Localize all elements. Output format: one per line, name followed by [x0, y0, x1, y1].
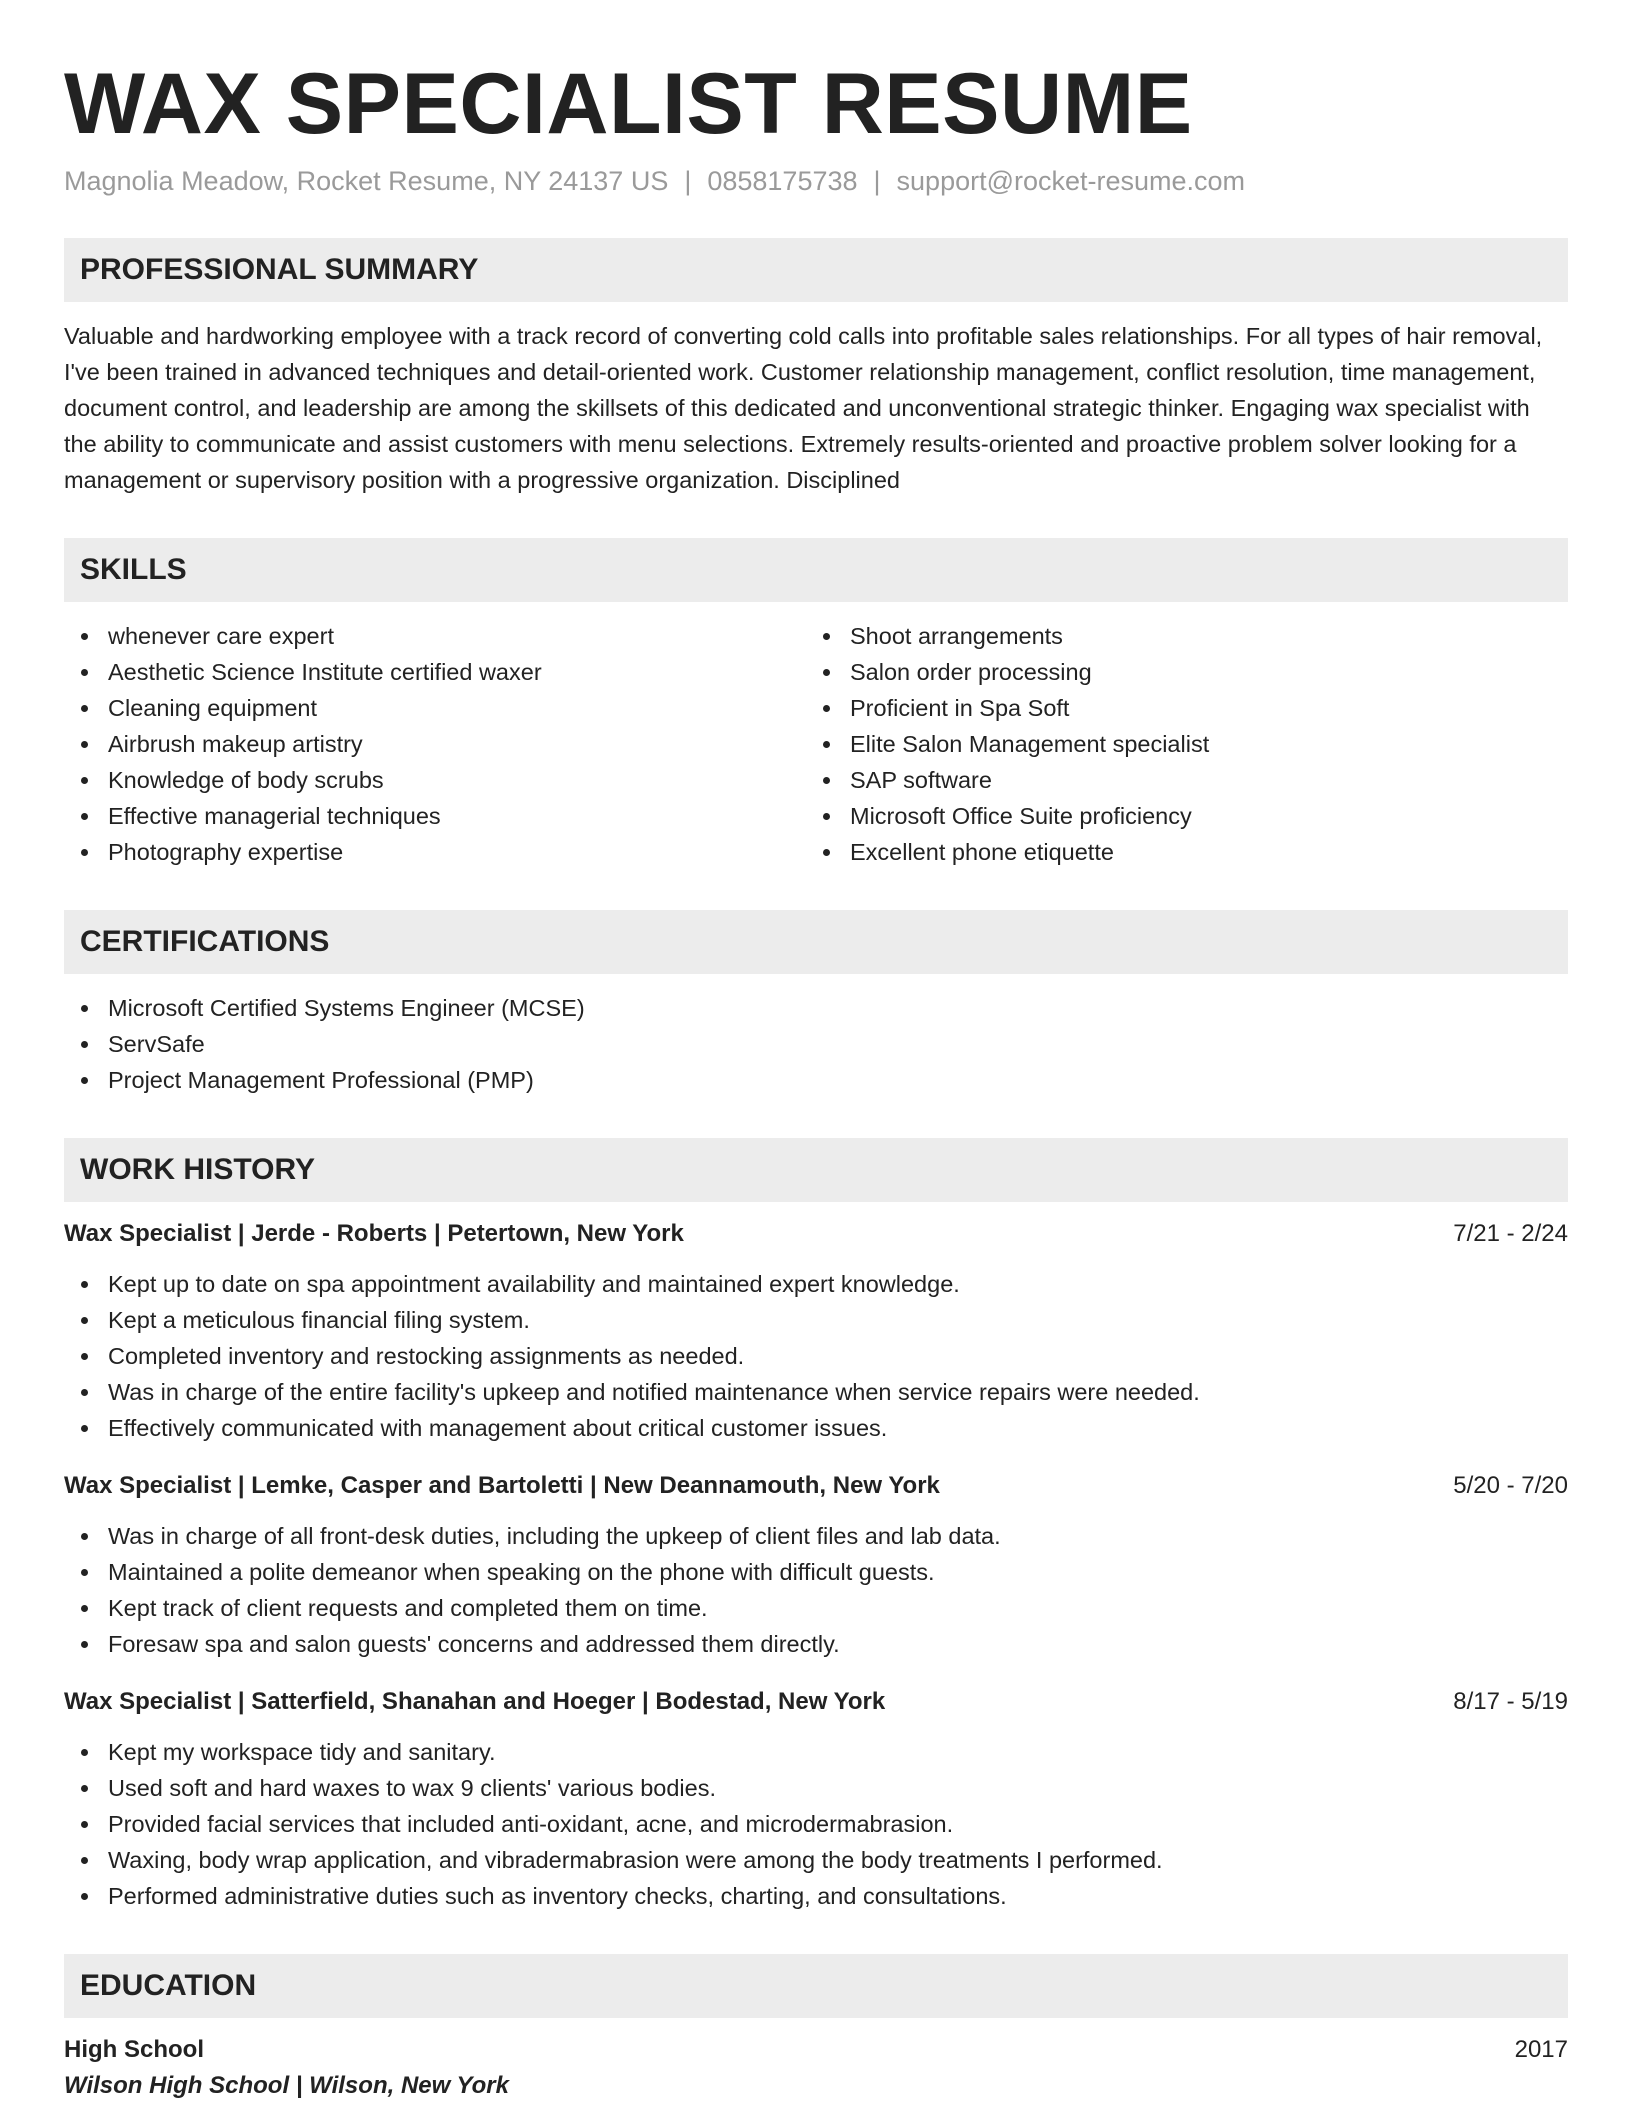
job-bullet: Was in charge of the entire facility's upkeep and notified maintenance when service repairs were needed.: [64, 1374, 1568, 1410]
job-bullet: Performed administrative duties such as inventory checks, charting, and consultations.: [64, 1878, 1568, 1914]
job-bullet: Kept a meticulous financial filing system.: [64, 1302, 1568, 1338]
skill-item: SAP software: [806, 762, 1548, 798]
section-header-summary: PROFESSIONAL SUMMARY: [64, 238, 1568, 302]
job-bullet: Kept track of client requests and completed them on time.: [64, 1590, 1568, 1626]
job-dates: 7/21 - 2/24: [1453, 1220, 1568, 1247]
contact-address: Magnolia Meadow, Rocket Resume, NY 24137 US: [64, 166, 669, 196]
job-bullet: Kept up to date on spa appointment availability and maintained expert knowledge.: [64, 1266, 1568, 1302]
skill-item: whenever care expert: [64, 618, 806, 654]
education-header: [64, 2032, 1568, 2068]
skills-list: [64, 618, 1568, 870]
contact-line: [64, 164, 1568, 198]
resume-page: [64, 0, 1568, 2104]
job-bullets: [64, 1266, 1568, 1446]
job-entry: [64, 1216, 1568, 1446]
skill-item: Excellent phone etiquette: [806, 834, 1548, 870]
job-bullets: [64, 1518, 1568, 1662]
skill-item: Salon order processing: [806, 654, 1548, 690]
resume-title: WAX SPECIALIST RESUME: [64, 56, 1193, 152]
job-bullet: Maintained a polite demeanor when speaking on the phone with difficult guests.: [64, 1554, 1568, 1590]
section-header-education: EDUCATION: [64, 1954, 1568, 2018]
job-title: Wax Specialist | Satterfield, Shanahan and Hoeger | Bodestad, New York: [64, 1688, 886, 1715]
skill-item: Effective managerial techniques: [64, 798, 806, 834]
job-dates: 8/17 - 5/19: [1453, 1688, 1568, 1715]
job-bullet: Waxing, body wrap application, and vibradermabrasion were among the body treatments I performed.: [64, 1842, 1568, 1878]
job-bullet: Completed inventory and restocking assignments as needed.: [64, 1338, 1568, 1374]
job-title: Wax Specialist | Jerde - Roberts | Petertown, New York: [64, 1220, 684, 1247]
skill-item: Cleaning equipment: [64, 690, 806, 726]
skill-item: Aesthetic Science Institute certified waxer: [64, 654, 806, 690]
education-entry: [64, 2032, 1568, 2104]
job-dates: 5/20 - 7/20: [1453, 1472, 1568, 1499]
job-bullet: Kept my workspace tidy and sanitary.: [64, 1734, 1568, 1770]
contact-phone: 0858175738: [707, 166, 858, 196]
job-bullets: [64, 1734, 1568, 1914]
skill-item: Photography expertise: [64, 834, 806, 870]
skill-item: Knowledge of body scrubs: [64, 762, 806, 798]
skills-column-right: [806, 618, 1548, 870]
job-title: Wax Specialist | Lemke, Casper and Bartoletti | New Deannamouth, New York: [64, 1472, 940, 1499]
job-entry: [64, 1468, 1568, 1662]
skill-item: Microsoft Office Suite proficiency: [806, 798, 1548, 834]
skills-column-left: [64, 618, 806, 870]
skill-item: Elite Salon Management specialist: [806, 726, 1548, 762]
job-bullet: Foresaw spa and salon guests' concerns and addressed them directly.: [64, 1626, 1568, 1662]
job-bullet: Effectively communicated with management about critical customer issues.: [64, 1410, 1568, 1446]
section-header-certifications: CERTIFICATIONS: [64, 910, 1568, 974]
certification-item: Project Management Professional (PMP): [64, 1062, 1568, 1098]
job-header: [64, 1216, 1568, 1252]
contact-separator: |: [873, 166, 881, 196]
contact-email: support@rocket-resume.com: [896, 166, 1246, 196]
skill-item: Proficient in Spa Soft: [806, 690, 1548, 726]
certification-item: ServSafe: [64, 1026, 1568, 1062]
job-bullet: Was in charge of all front-desk duties, including the upkeep of client files and lab data.: [64, 1518, 1568, 1554]
section-header-work-history: WORK HISTORY: [64, 1138, 1568, 1202]
education-year: 2017: [1514, 2036, 1568, 2063]
job-header: [64, 1684, 1568, 1720]
job-header: [64, 1468, 1568, 1504]
job-entry: [64, 1684, 1568, 1914]
skill-item: Airbrush makeup artistry: [64, 726, 806, 762]
certifications-list: [64, 990, 1568, 1098]
section-header-skills: SKILLS: [64, 538, 1568, 602]
skill-item: Shoot arrangements: [806, 618, 1548, 654]
certification-item: Microsoft Certified Systems Engineer (MCSE): [64, 990, 1568, 1026]
summary-text: Valuable and hardworking employee with a track record of converting cold calls into profitable sales relationships. For all types of hair removal, I've been trained in advanced techniques and detail-oriented work. Customer relationship management, conflict resolution, time management, document control, and leadership are among the skillsets of this dedicated and unconventional strategic thinker. Engaging wax specialist with the ability to communicate and assist customers with menu selections. Extremely results-oriented and proactive problem solver looking for a management or supervisory position with a progressive organization. Disciplined: [64, 323, 1543, 493]
education-degree: High School: [64, 2036, 204, 2063]
education-school: Wilson High School | Wilson, New York: [64, 2072, 509, 2099]
contact-separator: |: [684, 166, 692, 196]
job-bullet: Provided facial services that included anti-oxidant, acne, and microdermabrasion.: [64, 1806, 1568, 1842]
job-bullet: Used soft and hard waxes to wax 9 clients' various bodies.: [64, 1770, 1568, 1806]
